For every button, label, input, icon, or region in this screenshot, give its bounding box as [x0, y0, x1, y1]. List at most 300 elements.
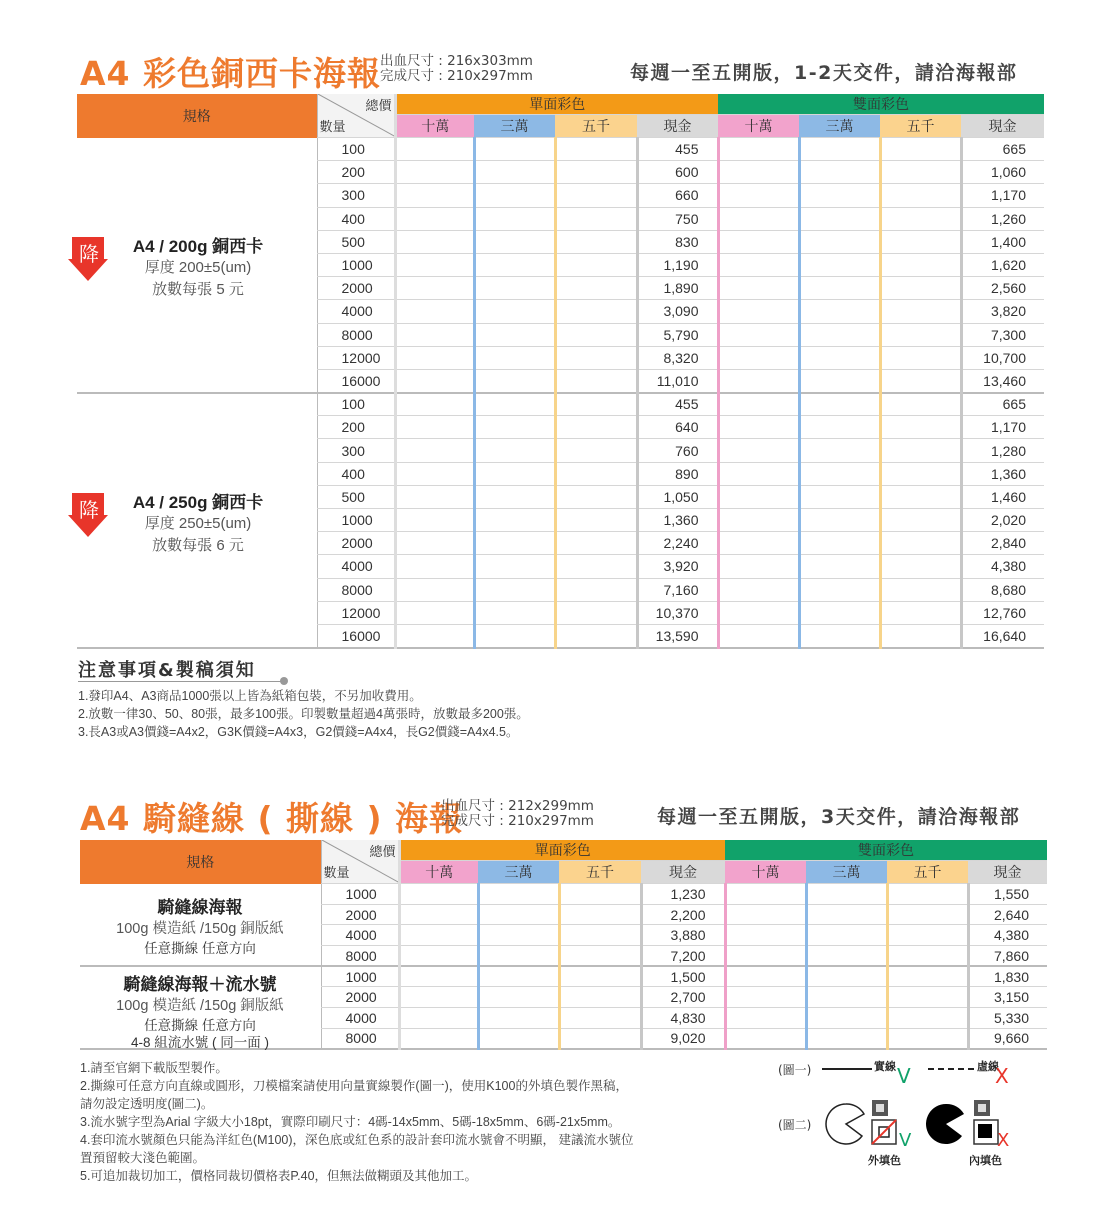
price-cell-empty [799, 138, 880, 161]
price-cell-empty [718, 230, 799, 253]
price-cell-empty [474, 509, 555, 532]
double-cash-cell: 2,640 [968, 904, 1047, 925]
spec-name: 騎縫線海報＋流水號 [123, 975, 277, 994]
price-cell-empty [718, 439, 799, 462]
double-cash-cell: 1,360 [961, 462, 1044, 485]
price-cell-empty [718, 323, 799, 346]
note-item: 2.撕線可任意方向直線或圓形，刀模檔案請使用向量實線製作(圖一)，使用K100的外填色製作黑稿， [80, 1079, 628, 1093]
price-cell-empty [799, 578, 880, 601]
price-cell-empty [478, 1028, 559, 1049]
price-cell-empty [880, 485, 961, 508]
price-cell-empty [395, 253, 474, 276]
spec-group-3 [80, 893, 320, 958]
price-cell-empty [395, 230, 474, 253]
qty-total-header [317, 94, 395, 138]
single-cash-cell: 830 [637, 230, 718, 253]
qty-cell: 4000 [321, 1008, 399, 1029]
price-cell-empty [806, 966, 887, 987]
price-cell-empty [725, 1028, 806, 1049]
note-item: 1.請至官網下載版型製作。 [80, 1061, 228, 1075]
price-cell-empty [555, 323, 637, 346]
notes-heading: 注意事項&製稿須知 [78, 660, 256, 681]
price-cell-empty [395, 439, 474, 462]
single-cash-cell: 1,890 [637, 277, 718, 300]
double-cash-cell: 1,170 [961, 184, 1044, 207]
price-cell-empty [725, 884, 806, 905]
price-cell-empty [880, 161, 961, 184]
double-cash-cell: 13,460 [961, 369, 1044, 392]
price-cell-empty [474, 369, 555, 392]
price-cell-empty [887, 966, 968, 987]
price-cell-empty [887, 987, 968, 1008]
price-cell-empty [474, 230, 555, 253]
price-cell-empty [718, 161, 799, 184]
qty-cell: 16000 [317, 369, 395, 392]
price-cell-empty [555, 532, 637, 555]
single-cash-cell: 2,700 [641, 987, 725, 1008]
price-cell-empty [395, 462, 474, 485]
price-cell-empty [555, 300, 637, 323]
ok-mark: V [897, 1064, 911, 1088]
price-table-1 [77, 94, 1044, 649]
price-cell-empty [806, 1028, 887, 1049]
qty-cell: 100 [317, 138, 395, 161]
price-cell-empty [887, 884, 968, 905]
spec-line: 厚度 200±5(um) [144, 259, 252, 276]
price-cell-empty [395, 509, 474, 532]
price-cell-empty [478, 946, 559, 967]
price-cell-empty [799, 532, 880, 555]
table-row [77, 393, 1044, 416]
single-side-header: 單面彩色 [399, 840, 725, 861]
price-cell-empty [880, 462, 961, 485]
single-cash-cell: 455 [637, 138, 718, 161]
price-cell-empty [555, 346, 637, 369]
price-cell-empty [478, 966, 559, 987]
spec-group-2 [118, 488, 278, 557]
price-cell-empty [474, 462, 555, 485]
price-cell-empty [799, 277, 880, 300]
single-cash-cell: 750 [637, 207, 718, 230]
price-cell-empty [555, 369, 637, 392]
price-cell-empty [395, 416, 474, 439]
price-cell-empty [474, 624, 555, 647]
price-cell-empty [880, 439, 961, 462]
price-cell-empty [474, 138, 555, 161]
table-row [77, 138, 1044, 161]
qty-cell: 400 [317, 207, 395, 230]
price-cell-empty [799, 485, 880, 508]
double-cash-cell: 1,060 [961, 161, 1044, 184]
price-cell-empty [887, 925, 968, 946]
double-cash-cell: 1,260 [961, 207, 1044, 230]
notes-underline [78, 681, 283, 682]
double-cash-cell: 7,300 [961, 323, 1044, 346]
col-100k: 十萬 [725, 861, 806, 884]
price-cell-empty [806, 946, 887, 967]
spec-line: 100g 模造紙 /150g 銅版紙 [116, 998, 284, 1014]
finish-size: 完成尺寸 : 210x297mm [380, 68, 533, 84]
double-cash-cell: 1,550 [968, 884, 1047, 905]
single-cash-cell: 2,200 [641, 904, 725, 925]
double-cash-cell: 4,380 [961, 555, 1044, 578]
price-cell-empty [399, 884, 478, 905]
spec-line: 放數每張 6 元 [152, 537, 244, 554]
price-cell-empty [395, 369, 474, 392]
fig2-label: (圖二) [778, 1118, 812, 1132]
single-cash-cell: 13,590 [637, 624, 718, 647]
price-cell-empty [880, 253, 961, 276]
single-cash-cell: 9,020 [641, 1028, 725, 1049]
spec-line: 任意撕線 任意方向 [144, 941, 256, 956]
price-cell-empty [555, 509, 637, 532]
dashed-line-sample [928, 1068, 974, 1070]
price-cell-empty [806, 884, 887, 905]
price-cell-empty [559, 946, 641, 967]
price-cell-empty [725, 904, 806, 925]
price-cell-empty [718, 369, 799, 392]
single-cash-cell: 760 [637, 439, 718, 462]
spec-group-4 [80, 970, 320, 1051]
notes-list-1 [78, 687, 529, 741]
price-cell-empty [395, 555, 474, 578]
schedule-notice: 每週一至五開版，3天交件，請洽海報部 [657, 806, 1021, 828]
spec-name: A4 / 250g 銅西卡 [132, 493, 264, 512]
price-cell-empty [880, 277, 961, 300]
single-cash-cell: 600 [637, 161, 718, 184]
single-cash-cell: 1,230 [641, 884, 725, 905]
price-cell-empty [559, 966, 641, 987]
outer-fill-label: 外填色 [868, 1154, 901, 1167]
ng-mark: X [997, 1130, 1010, 1151]
price-cell-empty [880, 346, 961, 369]
price-cell-empty [880, 601, 961, 624]
price-cell-empty [887, 1008, 968, 1029]
price-cell-empty [395, 138, 474, 161]
price-cell-empty [399, 987, 478, 1008]
bleed-size: 出血尺寸 : 212x299mm [441, 798, 594, 814]
price-cell-empty [799, 601, 880, 624]
single-cash-cell: 4,830 [641, 1008, 725, 1029]
qty-cell: 1000 [321, 884, 399, 905]
price-cell-empty [474, 393, 555, 416]
qty-cell: 8000 [317, 578, 395, 601]
price-cell-empty [799, 207, 880, 230]
note-item: 4.套印流水號顏色只能為洋紅色(M100)，深色底或紅色系的設計套印流水號會不明顯， 建議流水號位 [80, 1133, 634, 1147]
price-cell-empty [799, 439, 880, 462]
double-cash-cell: 2,560 [961, 277, 1044, 300]
price-cell-empty [399, 925, 478, 946]
price-cell-empty [718, 416, 799, 439]
qty-cell: 300 [317, 184, 395, 207]
price-cell-empty [799, 416, 880, 439]
double-cash-cell: 12,760 [961, 601, 1044, 624]
single-cash-cell: 890 [637, 462, 718, 485]
total-label: 總價 [365, 98, 392, 113]
price-cell-empty [555, 555, 637, 578]
single-side-header: 單面彩色 [395, 94, 718, 115]
double-side-header: 雙面彩色 [718, 94, 1044, 115]
qty-cell: 12000 [317, 346, 395, 369]
solid-line-sample [822, 1068, 872, 1070]
qty-cell: 500 [317, 485, 395, 508]
spec-header: 規格 [77, 94, 317, 138]
price-cell-empty [474, 323, 555, 346]
price-cell-empty [799, 184, 880, 207]
qty-label: 數量 [319, 119, 346, 134]
price-cell-empty [555, 578, 637, 601]
single-cash-cell: 7,160 [637, 578, 718, 601]
price-cell-empty [718, 462, 799, 485]
single-cash-cell: 455 [637, 393, 718, 416]
qty-cell: 2000 [317, 277, 395, 300]
badge-text: 降 [79, 498, 99, 522]
price-cell-empty [718, 555, 799, 578]
bleed-size: 出血尺寸 : 216x303mm [380, 53, 533, 69]
single-cash-cell: 660 [637, 184, 718, 207]
single-cash-cell: 10,370 [637, 601, 718, 624]
price-cell-empty [395, 601, 474, 624]
note-item: 1.發印A4、A3商品1000張以上皆為紙箱包裝，不另加收費用。 [78, 689, 422, 703]
double-side-header: 雙面彩色 [725, 840, 1047, 861]
spec-line: 放數每張 5 元 [152, 281, 244, 298]
price-cell-empty [880, 624, 961, 647]
spec-name: A4 / 200g 銅西卡 [132, 237, 264, 256]
price-cell-empty [880, 230, 961, 253]
price-cell-empty [395, 277, 474, 300]
qty-cell: 2000 [321, 904, 399, 925]
price-cell-empty [799, 230, 880, 253]
double-cash-cell: 1,460 [961, 485, 1044, 508]
price-cell-empty [718, 601, 799, 624]
price-cell-empty [799, 624, 880, 647]
single-cash-cell: 640 [637, 416, 718, 439]
double-cash-cell: 1,280 [961, 439, 1044, 462]
price-cell-empty [474, 300, 555, 323]
price-cell-empty [559, 1028, 641, 1049]
price-cell-empty [399, 904, 478, 925]
price-cell-empty [559, 987, 641, 1008]
double-cash-cell: 665 [961, 138, 1044, 161]
double-cash-cell: 5,330 [968, 1008, 1047, 1029]
price-cell-empty [395, 161, 474, 184]
spec-line: 4-8 組流水號 ( 同一面 ) [130, 1035, 269, 1050]
size-info [441, 799, 594, 829]
price-cell-empty [474, 207, 555, 230]
price-cell-empty [880, 138, 961, 161]
price-cell-empty [555, 624, 637, 647]
price-cell-empty [806, 987, 887, 1008]
col-cash: 現金 [641, 861, 725, 884]
price-cell-empty [555, 601, 637, 624]
price-cell-empty [399, 966, 478, 987]
price-cell-empty [718, 532, 799, 555]
single-cash-cell: 11,010 [637, 369, 718, 392]
col-cash: 現金 [637, 115, 718, 138]
price-cell-empty [799, 161, 880, 184]
price-cell-empty [718, 277, 799, 300]
qty-cell: 2000 [321, 987, 399, 1008]
col-cash: 現金 [968, 861, 1047, 884]
price-cell-empty [474, 346, 555, 369]
col-5k: 五千 [887, 861, 968, 884]
double-cash-cell: 1,400 [961, 230, 1044, 253]
qty-cell: 200 [317, 416, 395, 439]
price-cell-empty [880, 393, 961, 416]
double-cash-cell: 9,660 [968, 1028, 1047, 1049]
price-cell-empty [474, 555, 555, 578]
price-cell-empty [474, 161, 555, 184]
double-cash-cell: 1,620 [961, 253, 1044, 276]
price-cell-empty [799, 509, 880, 532]
price-cell-empty [474, 416, 555, 439]
badge-text: 降 [79, 242, 99, 266]
price-cell-empty [474, 277, 555, 300]
price-cell-empty [880, 532, 961, 555]
price-cell-empty [880, 555, 961, 578]
single-cash-cell: 3,880 [641, 925, 725, 946]
note-item: 3.長A3或A3價錢=A4x2，G3K價錢=A4x3，G2價錢=A4x4，長G2價錢=A4x4.5。 [78, 725, 519, 739]
spec-name: 騎縫線海報 [157, 898, 243, 917]
price-cell-empty [880, 300, 961, 323]
qty-cell: 2000 [317, 532, 395, 555]
single-cash-cell: 1,190 [637, 253, 718, 276]
price-cell-empty [555, 161, 637, 184]
price-cell-empty [559, 884, 641, 905]
price-cell-empty [718, 138, 799, 161]
price-cell-empty [395, 532, 474, 555]
note-item: 2.放數一律30、50、80張，最多100張。印製數量超過4萬張時，放數最多200張。 [78, 707, 529, 721]
single-cash-cell: 5,790 [637, 323, 718, 346]
qty-total-header [321, 840, 399, 884]
price-cell-empty [555, 462, 637, 485]
price-cell-empty [725, 1008, 806, 1029]
price-cell-empty [799, 323, 880, 346]
inner-fill-label: 內填色 [969, 1154, 1002, 1167]
ng-mark: X [995, 1064, 1009, 1088]
price-cell-empty [887, 1028, 968, 1049]
single-cash-cell: 1,050 [637, 485, 718, 508]
price-cell-empty [799, 253, 880, 276]
price-cell-empty [718, 346, 799, 369]
price-cell-empty [718, 253, 799, 276]
price-cell-empty [395, 300, 474, 323]
double-cash-cell: 10,700 [961, 346, 1044, 369]
fig1-label: (圖一) [778, 1063, 812, 1077]
price-cell-empty [555, 253, 637, 276]
price-cell-empty [887, 946, 968, 967]
qty-cell: 4000 [317, 300, 395, 323]
col-cash: 現金 [961, 115, 1044, 138]
section2-title: A4 騎縫線 ( 撕線 ) 海報 [80, 799, 464, 838]
double-cash-cell: 3,820 [961, 300, 1044, 323]
col-100k: 十萬 [718, 115, 799, 138]
price-cell-empty [718, 509, 799, 532]
price-cell-empty [799, 555, 880, 578]
col-30k: 三萬 [806, 861, 887, 884]
single-cash-cell: 8,320 [637, 346, 718, 369]
price-cell-empty [806, 1008, 887, 1029]
price-cell-empty [725, 946, 806, 967]
note-item: 3.流水號字型為Arial 字級大小18pt，實際印刷尺寸：4碼-14x5mm、5碼-18x5mm、6碼-21x5mm。 [80, 1115, 621, 1129]
price-cell-empty [555, 138, 637, 161]
price-cell-empty [880, 323, 961, 346]
price-cell-empty [555, 207, 637, 230]
col-5k: 五千 [880, 115, 961, 138]
price-cell-empty [718, 578, 799, 601]
qty-cell: 1000 [317, 253, 395, 276]
price-cell-empty [718, 184, 799, 207]
price-cell-empty [474, 601, 555, 624]
spec-line: 厚度 250±5(um) [144, 515, 252, 532]
schedule-notice: 每週一至五開版，1-2天交件，請洽海報部 [630, 62, 1018, 84]
price-cell-empty [555, 416, 637, 439]
price-cell-empty [880, 416, 961, 439]
price-cell-empty [399, 946, 478, 967]
qty-cell: 16000 [317, 624, 395, 647]
price-cell-empty [799, 300, 880, 323]
price-cell-empty [725, 925, 806, 946]
price-cell-empty [474, 532, 555, 555]
col-30k: 三萬 [474, 115, 555, 138]
spec-header: 規格 [80, 840, 321, 884]
price-cell-empty [474, 578, 555, 601]
price-cell-empty [474, 439, 555, 462]
double-cash-cell: 1,170 [961, 416, 1044, 439]
section1-title: A4 彩色銅西卡海報 [80, 54, 381, 93]
fill-example-icon [818, 1096, 1018, 1152]
qty-cell: 4000 [317, 555, 395, 578]
price-cell-empty [725, 966, 806, 987]
price-cell-empty [474, 253, 555, 276]
price-cell-empty [718, 624, 799, 647]
qty-cell: 1000 [321, 966, 399, 987]
price-cell-empty [395, 184, 474, 207]
qty-cell: 400 [317, 462, 395, 485]
price-cell-empty [559, 1008, 641, 1029]
note-item: 置預留較大淺色範圍。 [80, 1151, 206, 1165]
col-100k: 十萬 [395, 115, 474, 138]
solid-label: 實線 [874, 1060, 896, 1073]
price-cell-empty [395, 578, 474, 601]
price-cell-empty [799, 369, 880, 392]
col-5k: 五千 [559, 861, 641, 884]
price-cell-empty [395, 393, 474, 416]
price-cell-empty [718, 207, 799, 230]
qty-cell: 300 [317, 439, 395, 462]
price-cell-empty [395, 207, 474, 230]
single-cash-cell: 1,500 [641, 966, 725, 987]
price-cell-empty [718, 485, 799, 508]
price-cell-empty [806, 904, 887, 925]
price-cell-empty [395, 346, 474, 369]
price-cell-empty [880, 578, 961, 601]
price-cell-empty [474, 485, 555, 508]
spec-group-1 [118, 232, 278, 301]
size-info [380, 54, 533, 84]
single-cash-cell: 3,920 [637, 555, 718, 578]
single-cash-cell: 3,090 [637, 300, 718, 323]
qty-cell: 8000 [321, 1028, 399, 1049]
ok-mark: V [899, 1130, 912, 1151]
spec-line: 100g 模造紙 /150g 銅版紙 [116, 921, 284, 937]
price-cell-empty [799, 346, 880, 369]
price-cell-empty [395, 485, 474, 508]
finish-size: 完成尺寸 : 210x297mm [441, 813, 594, 829]
price-cell-empty [718, 300, 799, 323]
single-cash-cell: 7,200 [641, 946, 725, 967]
price-cell-empty [880, 184, 961, 207]
